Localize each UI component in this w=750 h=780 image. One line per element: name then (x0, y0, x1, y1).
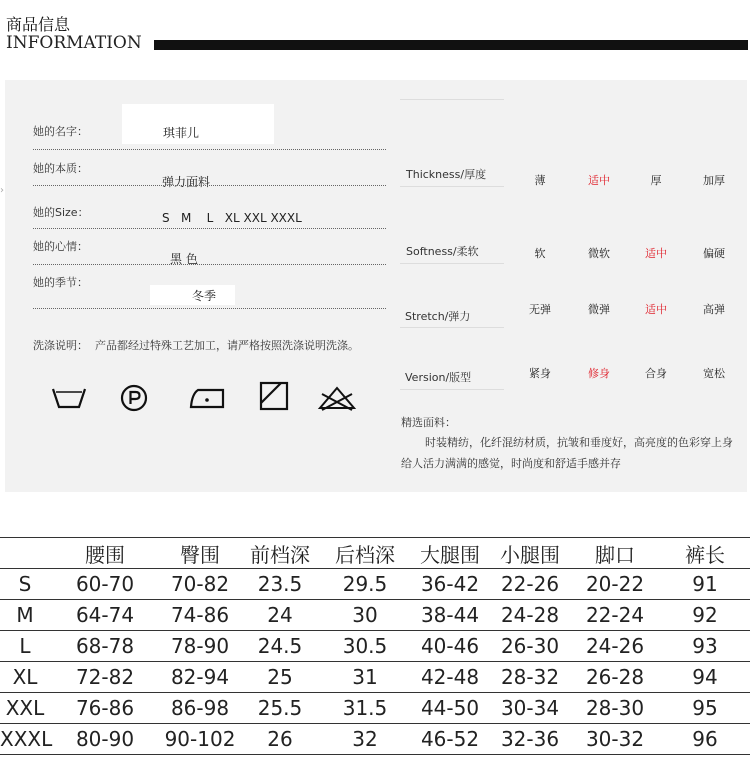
size-header-cell: 前档深 (240, 538, 320, 569)
attr-name-line (33, 149, 386, 150)
size-cell: 38-44 (410, 600, 490, 631)
table-row (0, 569, 750, 600)
dry-clean-p-icon (118, 380, 150, 412)
attr-mood-line (33, 264, 386, 265)
size-header-cell: 裤长 (660, 538, 750, 569)
size-cell: 24-28 (490, 600, 570, 631)
size-table-header (0, 538, 750, 569)
size-cell: 31.5 (320, 693, 410, 724)
size-cell: 26-30 (490, 631, 570, 662)
prop-thickness-line (400, 186, 504, 187)
size-cell: 70-82 (160, 569, 240, 600)
table-row (0, 724, 750, 755)
size-cell: 26-28 (570, 662, 660, 693)
section-title-en: INFORMATION (6, 33, 142, 53)
size-cell: 20-22 (570, 569, 660, 600)
size-cell: 32-36 (490, 724, 570, 755)
size-cell: 40-46 (410, 631, 490, 662)
size-cell: 30-34 (490, 693, 570, 724)
size-header-cell: 腰围 (50, 538, 160, 569)
care-note-text: 产品都经过特殊工艺加工，请严格按照洗涤说明洗涤。 (95, 339, 359, 352)
prop-thickness-option: 厚 (650, 174, 662, 187)
size-header-cell: 小腿围 (490, 538, 570, 569)
size-cell: 32 (320, 724, 410, 755)
no-bleach-icon (316, 380, 358, 412)
attr-season-line (33, 308, 386, 309)
size-cell: 36-42 (410, 569, 490, 600)
header-divider-bar (154, 40, 748, 50)
size-header-cell: 后档深 (320, 538, 410, 569)
prop-softness-option: 软 (534, 247, 546, 260)
size-header-cell: 脚口 (570, 538, 660, 569)
attr-material-line (33, 185, 386, 186)
prop-version-line (400, 389, 504, 390)
size-cell: 25.5 (240, 693, 320, 724)
prop-version-label: Version/版型 (405, 371, 472, 384)
size-cell: 92 (660, 600, 750, 631)
prop-version-option-selected: 修身 (588, 367, 610, 380)
size-cell: 30 (320, 600, 410, 631)
size-cell: 74-86 (160, 600, 240, 631)
prop-stretch-line (400, 327, 504, 328)
size-cell: 46-52 (410, 724, 490, 755)
size-cell: 44-50 (410, 693, 490, 724)
prop-stretch-label: Stretch/弹力 (405, 310, 471, 323)
size-cell: 64-74 (50, 600, 160, 631)
hand-wash-icon (50, 380, 88, 412)
size-cell: 25 (240, 662, 320, 693)
prop-softness-line (400, 263, 504, 264)
size-cell: 24 (240, 600, 320, 631)
size-cell: 93 (660, 631, 750, 662)
size-cell: 95 (660, 693, 750, 724)
prop-stretch-option: 微弹 (588, 303, 610, 316)
size-cell: 29.5 (320, 569, 410, 600)
prop-thickness-label: Thickness/厚度 (406, 168, 487, 181)
attr-size-value: S M L XL XXL XXXL (162, 211, 302, 225)
prop-version-option: 合身 (645, 367, 667, 380)
table-row (0, 600, 750, 631)
size-cell: 96 (660, 724, 750, 755)
attr-season-label: 她的季节： (33, 276, 88, 289)
prop-softness-option-selected: 适中 (645, 247, 667, 260)
size-cell: 31 (320, 662, 410, 693)
prop-softness-option: 偏硬 (703, 247, 725, 260)
prop-softness-label: Softness/柔软 (406, 245, 479, 258)
size-cell: 22-26 (490, 569, 570, 600)
prop-stretch-option: 无弹 (529, 303, 551, 316)
size-cell: 90-102 (160, 724, 240, 755)
line-dry-icon (258, 380, 290, 412)
attr-material-label: 她的本质： (33, 162, 88, 175)
care-note-label: 洗涤说明： (33, 339, 88, 352)
table-row (0, 662, 750, 693)
prop-thickness-option: 加厚 (703, 174, 725, 187)
size-cell: 28-30 (570, 693, 660, 724)
size-cell: XL (0, 662, 50, 693)
properties-top-line (400, 99, 504, 100)
size-cell: 80-90 (50, 724, 160, 755)
size-cell: 82-94 (160, 662, 240, 693)
table-row (0, 631, 750, 662)
size-header-cell: 大腿围 (410, 538, 490, 569)
prop-version-option: 紧身 (529, 367, 551, 380)
attr-season-value: 冬季 (192, 289, 217, 303)
size-cell: 72-82 (50, 662, 160, 693)
attr-material-value: 弹力面料 (162, 175, 211, 189)
size-cell: 30-32 (570, 724, 660, 755)
size-cell: 86-98 (160, 693, 240, 724)
size-cell: 24-26 (570, 631, 660, 662)
size-cell: L (0, 631, 50, 662)
size-cell: 91 (660, 569, 750, 600)
table-row (0, 693, 750, 724)
info-panel (5, 80, 747, 492)
prop-thickness-option: 薄 (534, 174, 546, 187)
attr-size-line (33, 228, 386, 229)
prop-version-option: 宽松 (703, 367, 725, 380)
size-header-cell (0, 538, 50, 569)
size-cell: 24.5 (240, 631, 320, 662)
size-cell: 78-90 (160, 631, 240, 662)
fabric-title: 精选面料： (401, 416, 456, 429)
prop-softness-option: 微软 (588, 247, 610, 260)
size-cell: 68-78 (50, 631, 160, 662)
attr-name-label: 她的名字： (33, 125, 88, 138)
size-cell: 30.5 (320, 631, 410, 662)
prop-thickness-option-selected: 适中 (588, 174, 610, 187)
size-cell: 28-32 (490, 662, 570, 693)
size-table (0, 537, 750, 755)
prop-stretch-option: 高弹 (703, 303, 725, 316)
size-cell: XXL (0, 693, 50, 724)
care-note (33, 337, 359, 353)
attr-mood-value: 黑 色 (170, 252, 198, 266)
size-cell: 23.5 (240, 569, 320, 600)
size-cell: 26 (240, 724, 320, 755)
size-cell: 42-48 (410, 662, 490, 693)
attr-mood-label: 她的心情： (33, 240, 88, 253)
attr-size-label: 她的Size： (33, 206, 89, 219)
section-title-cn: 商品信息 (6, 15, 71, 34)
attr-name-value: 琪菲儿 (163, 126, 200, 140)
prop-stretch-option-selected: 适中 (645, 303, 667, 316)
size-cell: M (0, 600, 50, 631)
size-cell: 94 (660, 662, 750, 693)
size-cell: 22-24 (570, 600, 660, 631)
edge-arrow-icon: › (0, 185, 4, 196)
size-cell: XXXL (0, 724, 50, 755)
low-iron-icon (188, 380, 226, 412)
size-cell: S (0, 569, 50, 600)
fabric-description: 时装精纺，化纤混纺材质，抗皱和垂度好，高亮度的色彩穿上身给人活力满满的感觉，时尚度和舒适手感并存 (401, 436, 733, 470)
size-header-cell: 臀围 (160, 538, 240, 569)
size-cell: 76-86 (50, 693, 160, 724)
size-cell: 60-70 (50, 569, 160, 600)
